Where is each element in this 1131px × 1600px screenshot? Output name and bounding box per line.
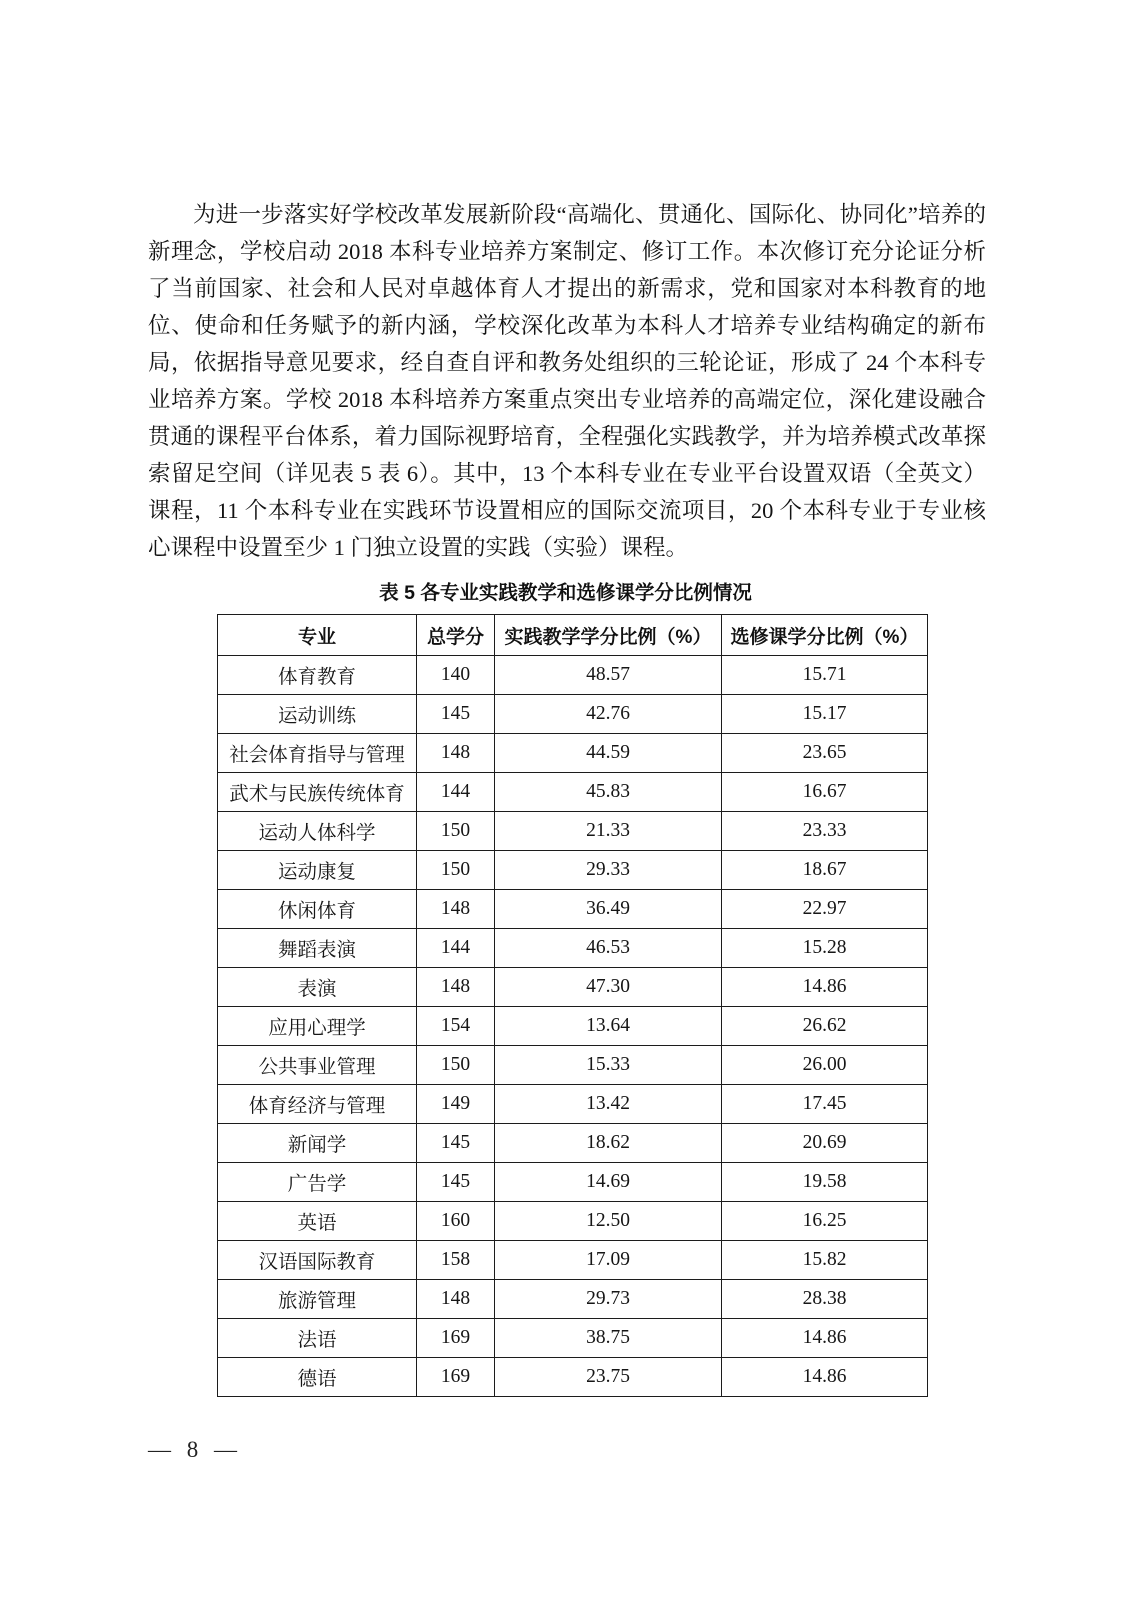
cell-elective-pct: 16.25 xyxy=(722,1202,928,1241)
cell-elective-pct: 15.17 xyxy=(722,695,928,734)
cell-elective-pct: 18.67 xyxy=(722,851,928,890)
cell-major: 公共事业管理 xyxy=(218,1046,417,1085)
cell-total-credits: 169 xyxy=(417,1319,495,1358)
header-row xyxy=(218,615,928,656)
cell-practice-pct: 29.33 xyxy=(495,851,722,890)
cell-elective-pct: 15.28 xyxy=(722,929,928,968)
cell-major: 运动训练 xyxy=(218,695,417,734)
table-row xyxy=(218,1280,928,1319)
cell-practice-pct: 45.83 xyxy=(495,773,722,812)
cell-total-credits: 154 xyxy=(417,1007,495,1046)
table-row xyxy=(218,1163,928,1202)
table-row xyxy=(218,656,928,695)
cell-elective-pct: 14.86 xyxy=(722,968,928,1007)
cell-practice-pct: 12.50 xyxy=(495,1202,722,1241)
cell-major: 武术与民族传统体育 xyxy=(218,773,417,812)
cell-elective-pct: 15.71 xyxy=(722,656,928,695)
table-row xyxy=(218,1202,928,1241)
cell-elective-pct: 26.00 xyxy=(722,1046,928,1085)
table-row xyxy=(218,734,928,773)
cell-practice-pct: 38.75 xyxy=(495,1319,722,1358)
col-header-major: 专业 xyxy=(218,615,417,656)
cell-major: 新闻学 xyxy=(218,1124,417,1163)
cell-practice-pct: 29.73 xyxy=(495,1280,722,1319)
table-row xyxy=(218,695,928,734)
cell-total-credits: 148 xyxy=(417,734,495,773)
cell-major: 德语 xyxy=(218,1358,417,1397)
table-row xyxy=(218,1241,928,1280)
col-header-elective-pct: 选修课学分比例（%） xyxy=(722,615,928,656)
cell-total-credits: 149 xyxy=(417,1085,495,1124)
cell-practice-pct: 42.76 xyxy=(495,695,722,734)
cell-total-credits: 145 xyxy=(417,1163,495,1202)
table-row xyxy=(218,1085,928,1124)
cell-practice-pct: 14.69 xyxy=(495,1163,722,1202)
cell-elective-pct: 16.67 xyxy=(722,773,928,812)
cell-practice-pct: 15.33 xyxy=(495,1046,722,1085)
cell-major: 运动康复 xyxy=(218,851,417,890)
cell-major: 法语 xyxy=(218,1319,417,1358)
cell-total-credits: 150 xyxy=(417,851,495,890)
table-row xyxy=(218,1358,928,1397)
cell-major: 社会体育指导与管理 xyxy=(218,734,417,773)
cell-practice-pct: 13.64 xyxy=(495,1007,722,1046)
cell-total-credits: 148 xyxy=(417,890,495,929)
cell-practice-pct: 46.53 xyxy=(495,929,722,968)
cell-elective-pct: 26.62 xyxy=(722,1007,928,1046)
cell-major: 英语 xyxy=(218,1202,417,1241)
cell-practice-pct: 21.33 xyxy=(495,812,722,851)
cell-elective-pct: 20.69 xyxy=(722,1124,928,1163)
cell-major: 表演 xyxy=(218,968,417,1007)
cell-practice-pct: 36.49 xyxy=(495,890,722,929)
cell-major: 运动人体科学 xyxy=(218,812,417,851)
credits-table xyxy=(217,614,928,1397)
table-row xyxy=(218,1124,928,1163)
cell-elective-pct: 22.97 xyxy=(722,890,928,929)
cell-elective-pct: 14.86 xyxy=(722,1319,928,1358)
cell-major: 广告学 xyxy=(218,1163,417,1202)
cell-major: 旅游管理 xyxy=(218,1280,417,1319)
table-row xyxy=(218,929,928,968)
col-header-practice-pct: 实践教学学分比例（%） xyxy=(495,615,722,656)
cell-practice-pct: 47.30 xyxy=(495,968,722,1007)
table-row xyxy=(218,1319,928,1358)
cell-total-credits: 158 xyxy=(417,1241,495,1280)
cell-total-credits: 145 xyxy=(417,1124,495,1163)
cell-major: 汉语国际教育 xyxy=(218,1241,417,1280)
credits-table-header xyxy=(218,615,928,656)
cell-practice-pct: 13.42 xyxy=(495,1085,722,1124)
cell-total-credits: 145 xyxy=(417,695,495,734)
cell-elective-pct: 15.82 xyxy=(722,1241,928,1280)
cell-elective-pct: 28.38 xyxy=(722,1280,928,1319)
cell-major: 体育经济与管理 xyxy=(218,1085,417,1124)
table-row xyxy=(218,1046,928,1085)
col-header-total-credits: 总学分 xyxy=(417,615,495,656)
cell-total-credits: 150 xyxy=(417,812,495,851)
cell-major: 体育教育 xyxy=(218,656,417,695)
cell-total-credits: 150 xyxy=(417,1046,495,1085)
cell-elective-pct: 23.33 xyxy=(722,812,928,851)
cell-practice-pct: 48.57 xyxy=(495,656,722,695)
cell-major: 应用心理学 xyxy=(218,1007,417,1046)
cell-total-credits: 160 xyxy=(417,1202,495,1241)
table-row xyxy=(218,1007,928,1046)
table-row xyxy=(218,773,928,812)
cell-practice-pct: 18.62 xyxy=(495,1124,722,1163)
cell-major: 舞蹈表演 xyxy=(218,929,417,968)
cell-total-credits: 144 xyxy=(417,773,495,812)
cell-total-credits: 144 xyxy=(417,929,495,968)
cell-elective-pct: 19.58 xyxy=(722,1163,928,1202)
cell-total-credits: 140 xyxy=(417,656,495,695)
cell-major: 休闲体育 xyxy=(218,890,417,929)
page-number: — 8 — xyxy=(148,1437,242,1462)
cell-elective-pct: 17.45 xyxy=(722,1085,928,1124)
table-row xyxy=(218,890,928,929)
cell-total-credits: 148 xyxy=(417,1280,495,1319)
cell-total-credits: 148 xyxy=(417,968,495,1007)
table-row xyxy=(218,812,928,851)
cell-practice-pct: 17.09 xyxy=(495,1241,722,1280)
credits-table-body xyxy=(218,656,928,1397)
table-row xyxy=(218,968,928,1007)
cell-practice-pct: 44.59 xyxy=(495,734,722,773)
cell-total-credits: 169 xyxy=(417,1358,495,1397)
cell-elective-pct: 23.65 xyxy=(722,734,928,773)
table-row xyxy=(218,851,928,890)
table-caption: 表 5 各专业实践教学和选修课学分比例情况 xyxy=(379,582,752,604)
body-paragraph: 为进一步落实好学校改革发展新阶段“高端化、贯通化、国际化、协同化”培养的新理念，学校启动 2018 本科专业培养方案制定、修订工作。本次修订充分论证分析了当前国家、社会和人民对卓越体育人才提出的新需求，党和国家对本科教育的地位、使命和任务赋予的新内涵，学校深化改革为本科人才培养专业结构确定的新布局，依据指导意见要求，经自查自评和教务处组织的三轮论证，形成了 24 个本科专业培养方案。学校 2018 本科培养方案重点突出专业培养的高端定位，深化建设融合贯通的课程平台体系，着力国际视野培育，全程强化实践教学，并为培养模式改革探索留足空间（详见表 5 表 6）。其中，13 个本科专业在专业平台设置双语（全英文）课程，11 个本科专业在实践环节设置相应的国际交流项目，20 个本科专业于专业核心课程中设置至少 1 门独立设置的实践（实验）课程。 xyxy=(148,202,986,560)
cell-elective-pct: 14.86 xyxy=(722,1358,928,1397)
cell-practice-pct: 23.75 xyxy=(495,1358,722,1397)
